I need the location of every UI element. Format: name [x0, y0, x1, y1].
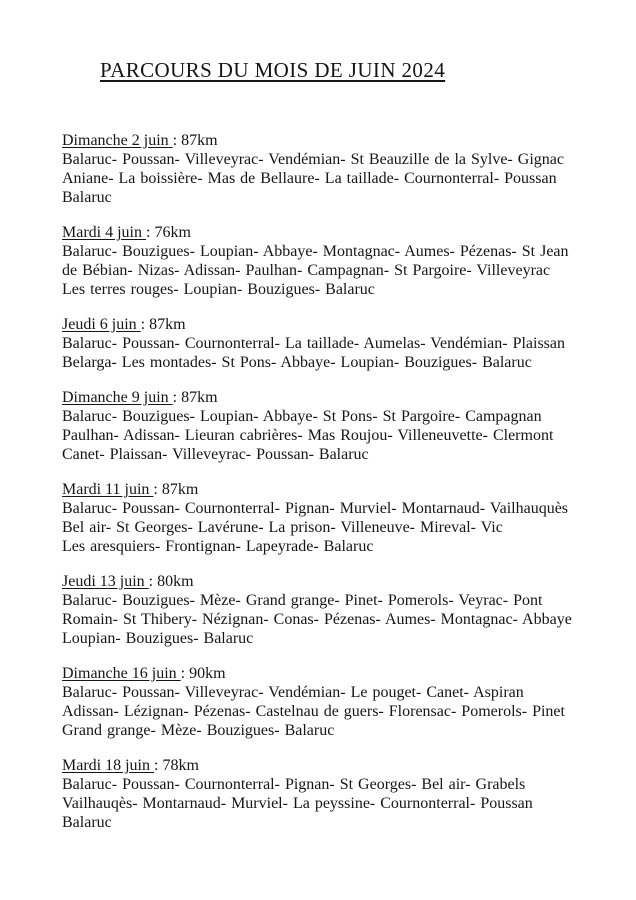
route-line: Les terres rouges- Loupian- Bouzigues- Balaruc	[62, 281, 375, 298]
route-distance: : 87km	[153, 481, 199, 498]
route-line: Balaruc- Poussan- Cournonterral- La taillade- Aumelas- Vendémian- Plaissan	[62, 335, 566, 352]
page-title: PARCOURS DU MOIS DE JUIN 2024	[100, 58, 446, 82]
route-date: Jeudi 6 juin	[62, 316, 141, 333]
route-distance: : 76km	[146, 224, 191, 241]
route-line: Loupian- Bouzigues- Balaruc	[62, 630, 254, 647]
route-line: Grand grange- Mèze- Bouzigues- Balaruc	[62, 722, 335, 739]
route-line: Balaruc- Bouzigues- Loupian- Abbaye- Montagnac- Aumes- Pézenas- St Jean	[62, 243, 569, 260]
route-section	[62, 315, 596, 372]
route-line: Balaruc	[62, 189, 112, 206]
route-distance: : 87km	[140, 316, 186, 333]
route-line: Balaruc- Poussan- Cournonterral- Pignan- Murviel- Montarnaud- Vailhauquès	[62, 500, 569, 517]
route-line: Aniane- La boissière- Mas de Bellaure- La taillade- Cournonterral- Poussan	[62, 170, 557, 187]
route-heading	[62, 388, 596, 407]
route-line: Balaruc- Poussan- Cournonterral- Pignan- St Georges- Bel air- Grabels	[62, 776, 526, 793]
route-line: Vailhauqès- Montarnaud- Murviel- La peyssine- Cournonterral- Poussan	[62, 795, 533, 812]
route-line: Les aresquiers- Frontignan- Lapeyrade- Balaruc	[62, 538, 374, 555]
route-distance: : 87km	[172, 389, 218, 406]
route-date: Dimanche 16 juin	[62, 665, 181, 682]
route-line: Balaruc- Bouzigues- Mèze- Grand grange- Pinet- Pomerols- Veyrac- Pont	[62, 592, 543, 609]
route-heading	[62, 131, 596, 150]
route-distance: : 78km	[154, 757, 199, 774]
route-heading	[62, 315, 596, 334]
route-section	[62, 388, 596, 464]
route-section	[62, 756, 596, 832]
route-line: Balaruc	[62, 814, 112, 831]
route-heading	[62, 572, 596, 591]
route-line: Balaruc- Poussan- Villeveyrac- Vendémian- St Beauzille de la Sylve- Gignac	[62, 151, 564, 168]
route-distance: : 87km	[172, 132, 218, 149]
route-heading	[62, 223, 596, 242]
route-heading	[62, 756, 596, 775]
route-section	[62, 480, 596, 556]
route-section	[62, 664, 596, 740]
route-date: Dimanche 2 juin	[62, 132, 173, 149]
route-date: Dimanche 9 juin	[62, 389, 173, 406]
route-distance: : 80km	[148, 573, 194, 590]
route-date: Mardi 4 juin	[62, 224, 146, 241]
route-date: Mardi 11 juin	[62, 481, 154, 498]
route-line: Balaruc- Bouzigues- Loupian- Abbaye- St Pons- St Pargoire- Campagnan	[62, 408, 542, 425]
route-date: Mardi 18 juin	[62, 757, 154, 774]
route-section	[62, 131, 596, 207]
route-line: Canet- Plaissan- Villeveyrac- Poussan- Balaruc	[62, 446, 369, 463]
route-line: Adissan- Lézignan- Pézenas- Castelnau de guers- Florensac- Pomerols- Pinet	[62, 703, 565, 720]
route-date: Jeudi 13 juin	[62, 573, 149, 590]
route-section	[62, 572, 596, 648]
route-line: Romain- St Thibery- Nézignan- Conas- Pézenas- Aumes- Montagnac- Abbaye	[62, 611, 572, 628]
route-section	[62, 223, 596, 299]
route-line: de Bébian- Nizas- Adissan- Paulhan- Campagnan- St Pargoire- Villeveyrac	[62, 262, 551, 279]
route-line: Bel air- St Georges- Lavérune- La prison- Villeneuve- Mireval- Vic	[62, 519, 503, 536]
route-heading	[62, 664, 596, 683]
route-line: Balaruc- Poussan- Villeveyrac- Vendémian- Le pouget- Canet- Aspiran	[62, 684, 524, 701]
route-line: Paulhan- Adissan- Lieuran cabrières- Mas Roujou- Villeneuvette- Clermont	[62, 427, 554, 444]
sections-container	[62, 131, 596, 832]
route-heading	[62, 480, 596, 499]
route-distance: : 90km	[180, 665, 226, 682]
route-line: Belarga- Les montades- St Pons- Abbaye- Loupian- Bouzigues- Balaruc	[62, 354, 532, 371]
